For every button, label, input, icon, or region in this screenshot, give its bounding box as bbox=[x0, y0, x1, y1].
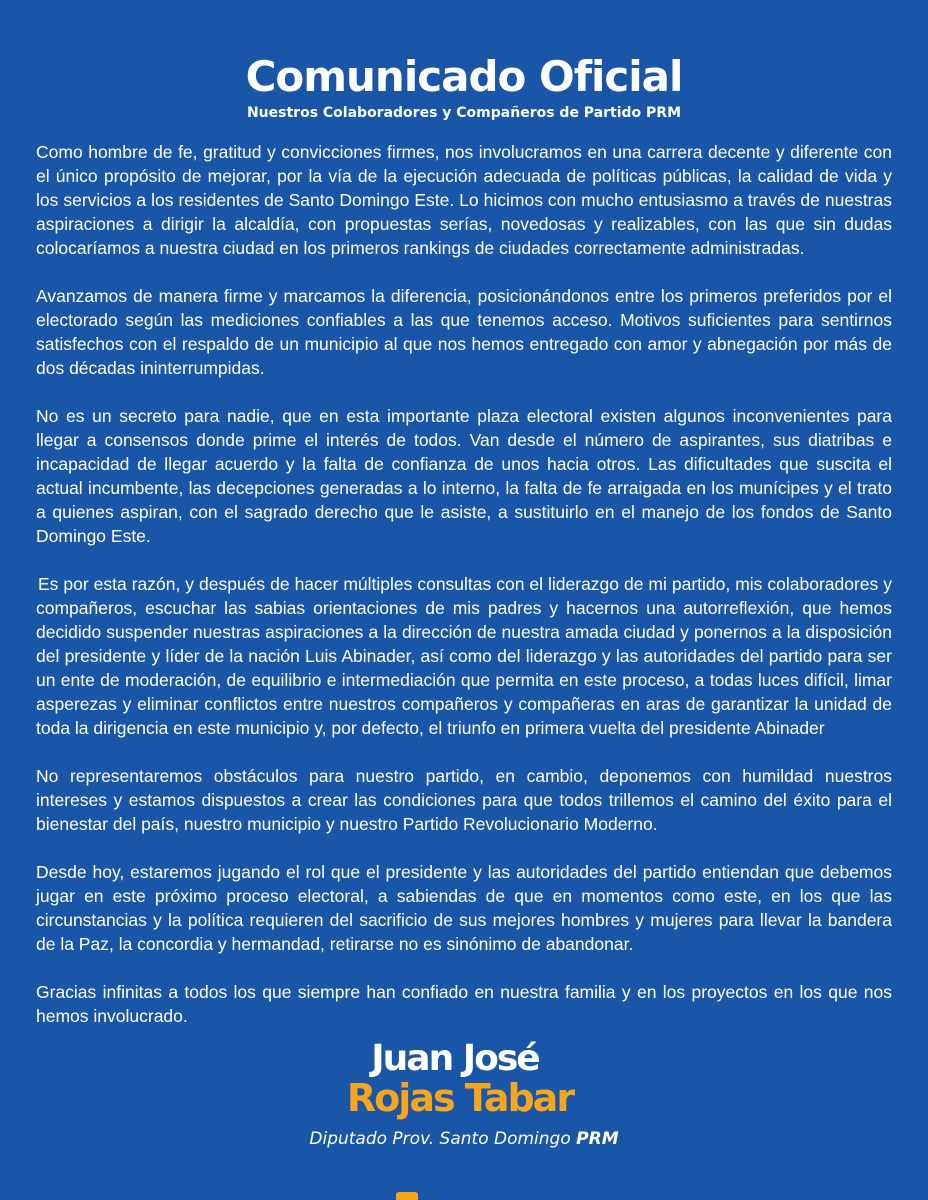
paragraph-5: No representaremos obstáculos para nuestro partido, en cambio, deponemos con humildad nuestros intereses y estamos dispuestos a crear las condiciones para que todos trillemos el camino del éxito para el bienestar del país, nuestro municipio y nuestro Partido Revolucionario Moderno. bbox=[36, 766, 892, 834]
paragraph-4: Es por esta razón, y después de hacer múltiples consultas con el liderazgo de mi partido, mis colaboradores y compañeros, escuchar las sabias orientaciones de mis padres y hacernos una autorreflexión, que hemos decidido suspender nuestras aspiraciones a la dirección de nuestra amada ciudad y ponernos a la disposición del presidente y líder de la nación Luis Abinader, así como del liderazgo y las autoridades del partido para ser un ente de moderación, de equilibrio e intermediación que permita en este proceso, a todas luces difícil, limar asperezas y eliminar conflictos entre nuestros compañeros y compañeras en aras de garantizar la unidad de toda la dirigencia en este municipio y, por defecto, el triunfo en primera vuelta del presidente Abinader bbox=[36, 574, 892, 738]
page-subtitle: Nuestros Colaboradores y Compañeros de Partido PRM bbox=[246, 105, 682, 121]
paragraph-7: Gracias infinitas a todos los que siempre han confiado en nuestra familia y en los proyectos en los que nos hemos involucrado. bbox=[36, 982, 892, 1026]
signature-last-name: Rojas Tabar bbox=[346, 1076, 574, 1120]
paragraph-2: Avanzamos de manera firme y marcamos la diferencia, posicionándonos entre los primeros preferidos por el electorado según las mediciones confiables a las que tenemos acceso. Motivos suficientes para sentirnos satisfechos con el respaldo de un municipio al que nos hemos entregado con amor y abnegación por más de dos décadas ininterrumpidas. bbox=[36, 286, 892, 378]
paragraph-1: Como hombre de fe, gratitud y convicciones firmes, nos involucramos en una carrera decente y diferente con el único propósito de mejorar, por la vía de la ejecución adecuada de políticas públicas, la calidad de vida y los servicios a los residentes de Santo Domingo Este. Lo hicimos con mucho entusiasmo a través de nuestras aspiraciones a dirigir la alcaldía, con propuestas serías, novedosas y realizables, con las que sin dudas colocaríamos a nuestra ciudad en los primeros rankings de ciudades correctamente administradas. bbox=[36, 142, 892, 258]
signature-party: PRM bbox=[576, 1129, 619, 1149]
paragraph-3: No es un secreto para nadie, que en esta importante plaza electoral existen algunos inconvenientes para llegar a consensos donde prime el interés de todos. Van desde el número de aspirantes, sus diatribas e incapacidad de llegar acuerdo y la falta de confianza de unos hacia otros. Las dificultades que suscita el actual incumbente, las decepciones generadas a lo interno, la falta de fe arraigada en los munícipes y el trato a quienes aspiran, con el sagrado derecho que le asiste, a sustituirlo en el manejo de los fondos de Santo Domingo Este. bbox=[36, 406, 892, 546]
signature-first-name: Juan José bbox=[371, 1038, 539, 1079]
paragraph-6: Desde hoy, estaremos jugando el rol que el presidente y las autoridades del partido entiendan que debemos jugar en este próximo proceso electoral, a sabiendas de que en momentos como este, en los que las circunstancias y la política requieren del sacrificio de sus mejores hombres y mujeres para llevar la bandera de la Paz, la concordia y hermandad, retirarse no es sinónimo de abandonar. bbox=[36, 862, 892, 954]
page-title: Comunicado Oficial bbox=[245, 52, 683, 101]
logo-fragment-icon bbox=[396, 1192, 418, 1200]
statement-body bbox=[36, 140, 892, 1052]
signature-role bbox=[0, 1128, 928, 1150]
signature-role-text: Diputado Prov. Santo Domingo bbox=[309, 1129, 571, 1149]
signature-block bbox=[0, 1040, 928, 1150]
